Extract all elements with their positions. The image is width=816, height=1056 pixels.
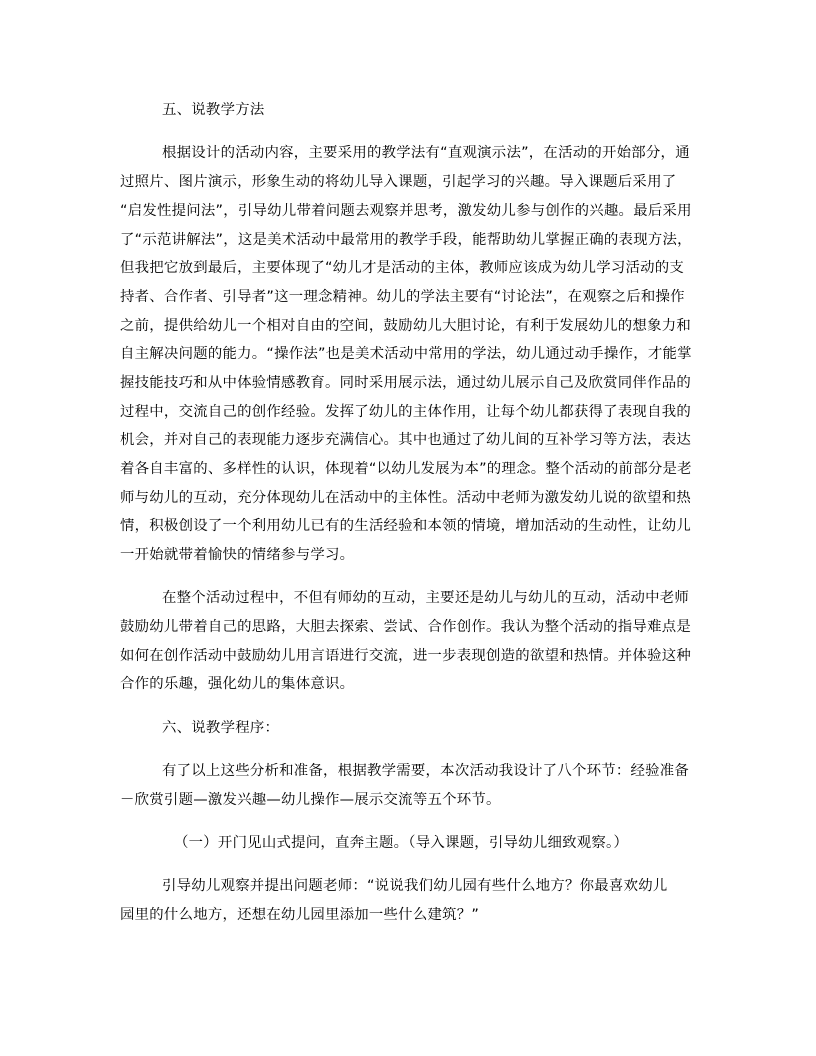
- paragraph-line: 持者、合作者、引导者”这一理念精神。幼儿的学法主要有“讨论法”，在观察之后和操作: [120, 289, 685, 305]
- paragraph-line: “启发性提问法”，引导幼儿带着问题去观察并思考，激发幼儿参与创作的兴趣。最后采用: [120, 203, 692, 219]
- paragraph-line: 引导幼儿观察并提出问题老师：“说说我们幼儿园有些什么地方？你最喜欢幼儿: [162, 878, 668, 894]
- paragraph-line: 但我把它放到最后，主要体现了“幼儿才是活动的主体，教师应该成为幼儿学习活动的支: [120, 260, 685, 276]
- paragraph-line: 情，积极创设了一个利用幼儿已有的生活经验和本领的情境，增加活动的生动性，让幼儿: [120, 518, 691, 534]
- paragraph-line: 有了以上这些分析和准备，根据教学需要，本次活动我设计了八个环节：经验准备: [162, 763, 690, 779]
- paragraph-line: 合作的乐趣，强化幼儿的集体意识。: [120, 676, 355, 692]
- paragraph-line: 握技能技巧和从中体验情感教育。同时采用展示法，通过幼儿展示自己及欣赏同伴作品的: [120, 375, 691, 391]
- paragraph-line: 师与幼儿的互动，充分体现幼儿在活动中的主体性。活动中老师为激发幼儿说的欲望和热: [120, 490, 691, 506]
- paragraph-line: 过程中，交流自己的创作经验。发挥了幼儿的主体作用，让每个幼儿都获得了表现自我的: [120, 404, 691, 420]
- paragraph-line: 根据设计的活动内容，主要采用的教学法有“直观演示法”，在活动的开始部分，通: [162, 145, 690, 161]
- step-heading: （一）开门见山式提问，直奔主题。（导入课题，引导幼儿细致观察。）: [174, 835, 629, 851]
- paragraph-line: 机会，并对自己的表现能力逐步充满信心。其中也通过了幼儿间的互补学习等方法，表达: [120, 432, 691, 448]
- paragraph-line: 如何在创作活动中鼓励幼儿用言语进行交流，进一步表现创造的欲望和热情。并体验这种: [120, 648, 691, 664]
- paragraph-line: 过照片、图片演示，形象生动的将幼儿导入课题，引起学习的兴趣。导入课题后采用了: [120, 174, 677, 190]
- paragraph-line: 一开始就带着愉快的情绪参与学习。: [120, 547, 355, 563]
- paragraph-line: 了“示范讲解法”，这是美术活动中最常用的教学手段，能帮助幼儿掌握正确的表现方法，: [120, 232, 692, 248]
- paragraph-line: 园里的什么地方，还想在幼儿园里添加一些什么建筑？”: [120, 907, 480, 923]
- section-heading-teaching-procedure: 六、说教学程序：: [162, 720, 280, 736]
- paragraph-line: 着各自丰富的、多样性的认识，体现着“以幼儿发展为本”的理念。整个活动的前部分是老: [120, 461, 692, 477]
- section-heading-teaching-methods: 五、说教学方法: [162, 102, 265, 118]
- paragraph-line: －欣赏引题—激发兴趣—幼儿操作—展示交流等五个环节。: [120, 792, 501, 808]
- paragraph-line: 在整个活动过程中，不但有师幼的互动，主要还是幼儿与幼儿的互动，活动中老师: [162, 590, 690, 606]
- paragraph-line: 之前，提供给幼儿一个相对自由的空间，鼓励幼儿大胆讨论，有利于发展幼儿的想象力和: [120, 318, 691, 334]
- paragraph-line: 鼓励幼儿带着自己的思路，大胆去探索、尝试、合作创作。我认为整个活动的指导难点是: [120, 619, 691, 635]
- paragraph-line: 自主解决问题的能力。“操作法”也是美术活动中常用的学法，幼儿通过动手操作，才能掌: [120, 346, 692, 362]
